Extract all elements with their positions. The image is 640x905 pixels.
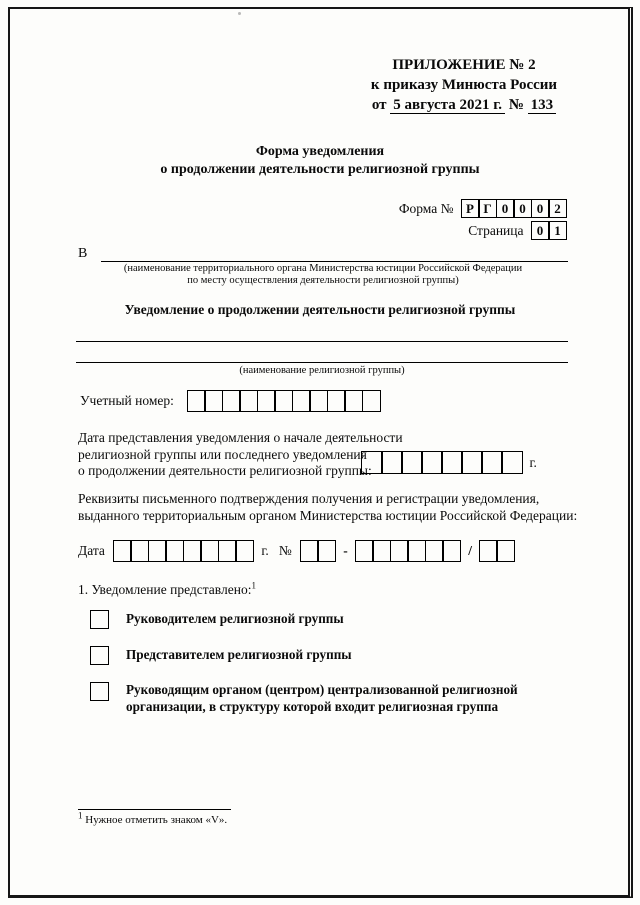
form-cell[interactable] — [183, 540, 202, 562]
form-cell[interactable] — [355, 540, 374, 562]
requisites-text — [78, 491, 577, 524]
submission-date-text — [78, 430, 403, 480]
form-cell[interactable] — [235, 540, 254, 562]
scan-artifact — [238, 12, 241, 15]
order-date-line — [358, 95, 570, 115]
group-name-line-1[interactable] — [76, 341, 568, 342]
order-from-label: от — [371, 97, 387, 113]
form-cell: Г — [478, 199, 497, 218]
order-reference: к приказу Минюста России — [370, 77, 558, 93]
form-title-line-1: Форма уведомления — [255, 144, 385, 159]
submission-date-text-line-3: о продолжении деятельности религиозной группы: — [78, 463, 372, 478]
form-cell[interactable] — [461, 451, 483, 474]
account-number-row — [80, 390, 381, 412]
form-cell[interactable] — [165, 540, 184, 562]
footnote-ref: 1 — [78, 810, 83, 821]
form-cell[interactable] — [372, 540, 391, 562]
form-cell: 1 — [548, 221, 567, 240]
form-cell[interactable] — [113, 540, 132, 562]
checkbox-governing-body[interactable] — [90, 682, 109, 701]
footnote-divider — [78, 809, 231, 810]
page-number-row — [468, 221, 567, 240]
form-cell: 0 — [513, 199, 532, 218]
requisites-text-line-1: Реквизиты письменного подтверждения получения и регистрации уведомления, — [78, 491, 540, 506]
form-cell[interactable] — [425, 540, 444, 562]
form-cell: 2 — [548, 199, 567, 218]
order-no-label: № — [508, 97, 524, 113]
group-name-line-2[interactable] — [76, 362, 568, 363]
page-number-label: Страница — [468, 222, 524, 238]
option-leader — [90, 610, 575, 629]
option-label-governing-body: Руководящим органом (центром) централизованной религиозной организации, в структуру которой входит религиозная группа — [126, 682, 518, 714]
registration-number-cells — [355, 540, 462, 562]
form-cell[interactable] — [148, 540, 167, 562]
form-cell[interactable] — [239, 390, 258, 412]
form-cell[interactable] — [362, 390, 381, 412]
form-title-line-2: о продолжении деятельности религиозной группы — [160, 162, 480, 177]
footnote — [78, 810, 228, 826]
form-cell[interactable] — [344, 390, 363, 412]
addressee-row — [78, 246, 568, 262]
confirmation-date-label: Дата — [78, 543, 105, 558]
form-cell[interactable] — [401, 451, 423, 474]
form-cell[interactable] — [407, 540, 426, 562]
section-1-title-text: 1. Уведомление представлено: — [78, 582, 252, 597]
checkbox-representative[interactable] — [90, 646, 109, 665]
appendix-header — [358, 55, 570, 115]
form-cell: Р — [461, 199, 480, 218]
form-cell[interactable] — [317, 540, 336, 562]
account-number-label: Учетный номер: — [80, 393, 174, 408]
slash-separator: / — [468, 543, 472, 558]
form-cell[interactable] — [381, 451, 403, 474]
form-cell[interactable] — [441, 451, 463, 474]
requisites-text-line-2: выданного территориальным органом Министерства юстиции Российской Федерации: — [78, 507, 578, 523]
form-title — [0, 143, 640, 179]
order-number: 133 — [528, 97, 557, 114]
notification-title: Уведомление о продолжении деятельности религиозной группы — [124, 302, 516, 317]
form-cell[interactable] — [204, 390, 223, 412]
submission-date-text-line-1: Дата представления уведомления о начале деятельности — [78, 430, 403, 445]
form-cell[interactable] — [309, 390, 328, 412]
form-number-block — [399, 199, 567, 240]
form-cell[interactable] — [257, 390, 276, 412]
checkbox-leader[interactable] — [90, 610, 109, 629]
form-cell[interactable] — [222, 390, 241, 412]
form-cell[interactable] — [481, 451, 503, 474]
form-cell[interactable] — [218, 540, 237, 562]
form-number-label: Форма № — [398, 200, 454, 216]
submission-date-cells-row — [361, 451, 537, 474]
form-cell[interactable] — [300, 540, 319, 562]
group-name-caption: (наименование религиозной группы) — [239, 365, 405, 376]
order-date: 5 августа 2021 г. — [390, 97, 505, 114]
form-cell[interactable] — [501, 451, 523, 474]
form-cell[interactable] — [274, 390, 293, 412]
form-cell[interactable] — [327, 390, 346, 412]
page-number-cells — [531, 221, 568, 240]
appendix-title: ПРИЛОЖЕНИЕ № 2 — [392, 57, 536, 73]
addressee-blank-line[interactable] — [101, 247, 568, 262]
account-number-cells — [187, 390, 381, 412]
addressee-caption-line-1: (наименование территориального органа Министерства юстиции Российской Федерации — [123, 263, 523, 274]
form-cell[interactable] — [496, 540, 515, 562]
option-representative — [90, 646, 575, 665]
form-cell[interactable] — [442, 540, 461, 562]
addressee-caption — [78, 263, 568, 287]
form-cell[interactable] — [292, 390, 311, 412]
form-cell: 0 — [531, 199, 550, 218]
registration-index-cells — [479, 540, 516, 562]
submission-year-suffix: г. — [529, 454, 537, 470]
section-1-title — [78, 582, 256, 598]
confirmation-year-suffix: г. — [261, 543, 269, 558]
addressee-caption-line-2: по месту осуществления деятельности религиозной группы) — [187, 275, 459, 286]
confirmation-number-cells — [300, 540, 337, 562]
form-number-cells — [461, 199, 568, 218]
form-cell[interactable] — [187, 390, 206, 412]
addressee-prefix: В — [78, 246, 88, 261]
form-number-row — [399, 199, 567, 218]
form-cell[interactable] — [130, 540, 149, 562]
form-cell[interactable] — [361, 451, 383, 474]
form-cell[interactable] — [421, 451, 443, 474]
submission-date-text-line-2: религиозной группы или последнего уведомления — [78, 446, 367, 462]
form-cell: 0 — [496, 199, 515, 218]
option-governing-body — [90, 682, 575, 715]
option-label-leader: Руководителем религиозной группы — [126, 611, 344, 627]
submission-date-cells — [361, 451, 523, 474]
confirmation-number-label: № — [278, 543, 292, 558]
form-cell[interactable] — [200, 540, 219, 562]
footnote-text: Нужное отметить знаком «V». — [85, 814, 228, 826]
confirmation-date-row — [78, 540, 515, 562]
option-label-representative: Представителем религиозной группы — [126, 647, 352, 663]
form-cell: 0 — [531, 221, 550, 240]
form-cell[interactable] — [390, 540, 409, 562]
section-1-footnote-ref: 1 — [251, 580, 256, 591]
form-cell[interactable] — [479, 540, 498, 562]
confirmation-date-cells — [113, 540, 255, 562]
dash-separator: - — [343, 543, 348, 558]
